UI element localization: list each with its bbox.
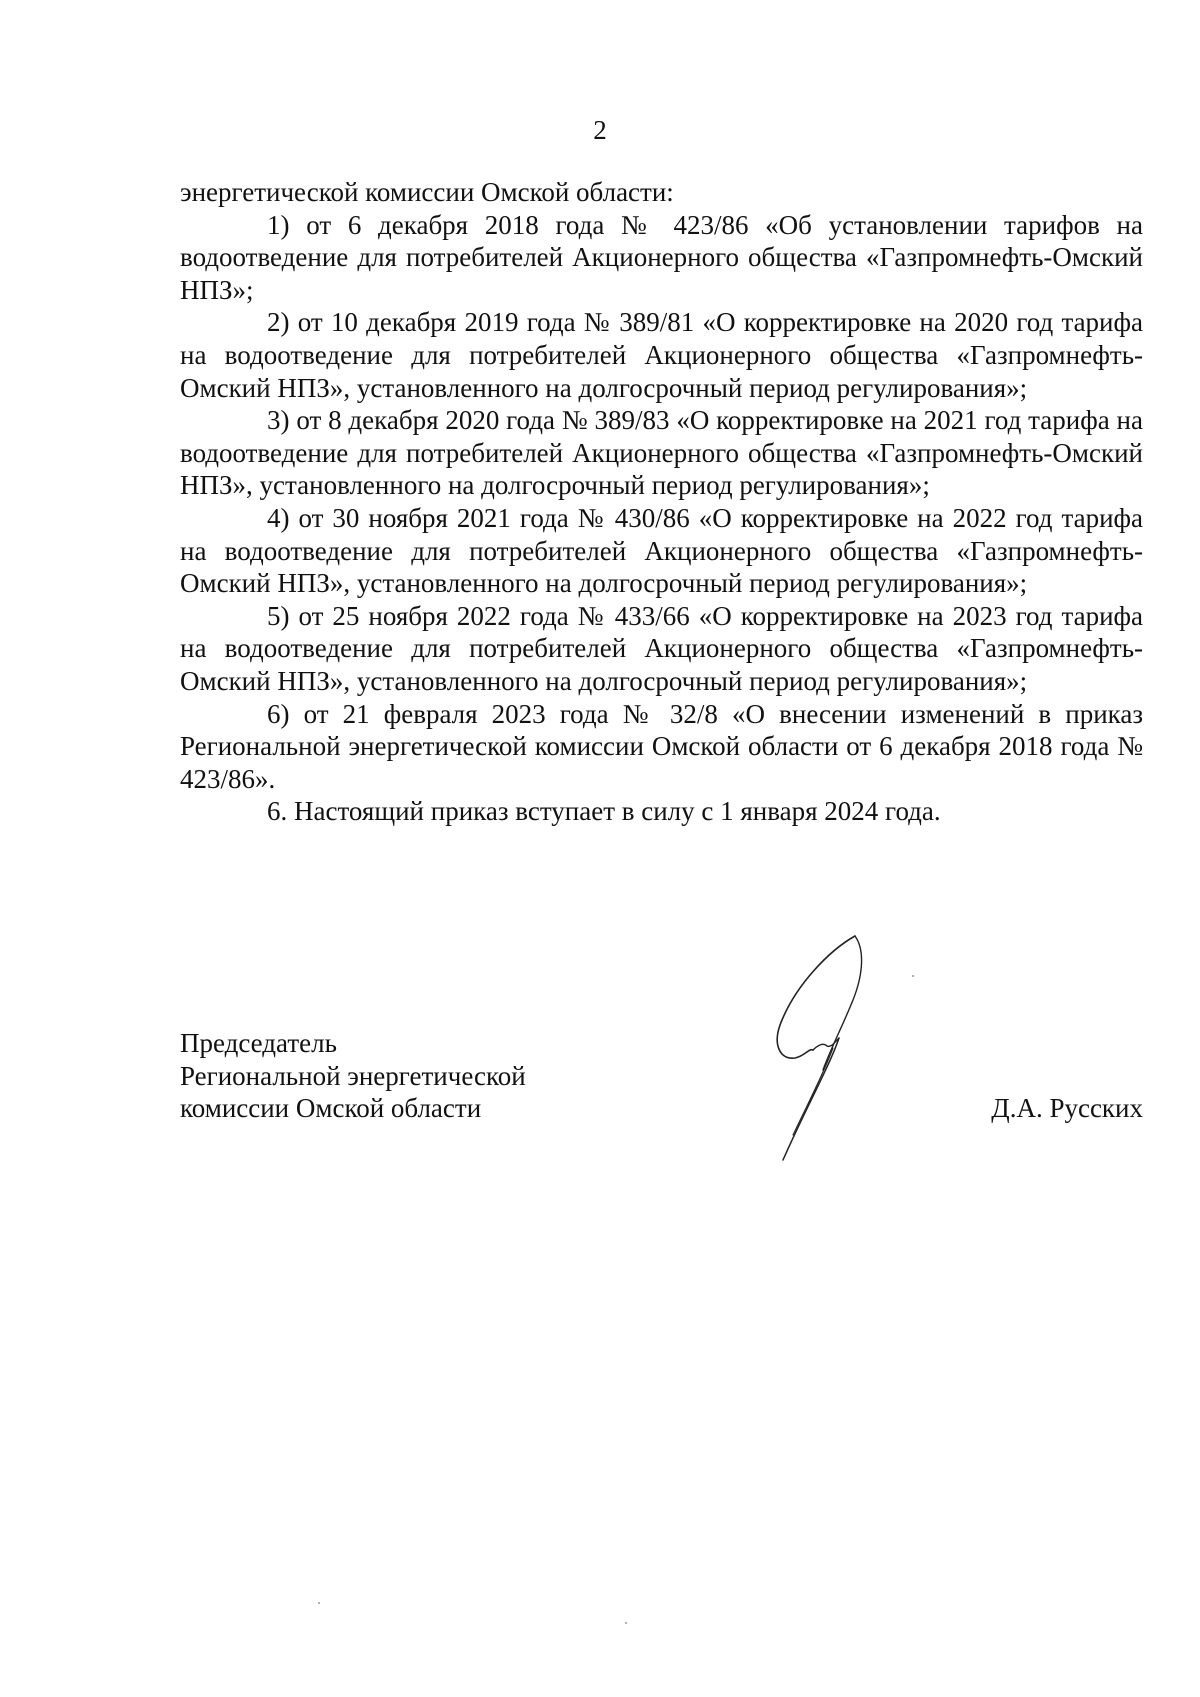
signatory-title-line: комиссии Омской области [180,1093,482,1124]
list-item: 2) от 10 декабря 2019 года № 389/81 «О корректировке на 2020 год тарифа на водоотведение для потребителей Акционерного общества «Газпромнефть-Омский НПЗ», установленного на долгосрочный период регулирования»; [180,307,1143,403]
list-item: 4) от 30 ноября 2021 года № 430/86 «О корректировке на 2022 год тарифа на водоотведение для потребителей Акционерного общества «Газпромнефть-Омский НПЗ», установленного на долгосрочный период регулирования»; [180,502,1143,599]
document-body [180,176,1143,828]
signatory-title [180,1027,526,1125]
scan-speck [318,1602,320,1604]
signatory-name: Д.А. Русских [991,1093,1143,1123]
scan-speck [912,975,914,977]
scan-speck [625,1622,627,1624]
page-number: 2 [593,115,607,145]
handwritten-signature [735,930,895,1170]
final-clause: 6. Настоящий приказ вступает в силу с 1 января 2024 года. [267,796,941,827]
signatory-title-line: Региональной энергетической [180,1060,526,1091]
intro-line: энергетической комиссии Омской области: [180,177,674,207]
list-item: 5) от 25 ноября 2022 года № 433/66 «О корректировке на 2023 год тарифа на водоотведение для потребителей Акционерного общества «Газпромнефть-Омский НПЗ», установленного на долгосрочный период регулирования»; [180,600,1143,696]
list-item: 6) от 21 февраля 2023 года № 32/8 «О внесении изменений в приказ Региональной энергетической комиссии Омской области от 6 декабря 2018 года № 423/86». [180,698,1143,794]
list-item: 3) от 8 декабря 2020 года № 389/83 «О корректировке на 2021 год тарифа на водоотведение для потребителей Акционерного общества «Газпромнефть-Омский НПЗ», установленного на долгосрочный период регулирования»; [180,405,1143,501]
list-item: 1) от 6 декабря 2018 года № 423/86 «Об установлении тарифов на водоотведение для потребителей Акционерного общества «Газпромнефть-Омский НПЗ»; [180,209,1143,305]
signatory-title-line: Председатель [180,1028,337,1058]
